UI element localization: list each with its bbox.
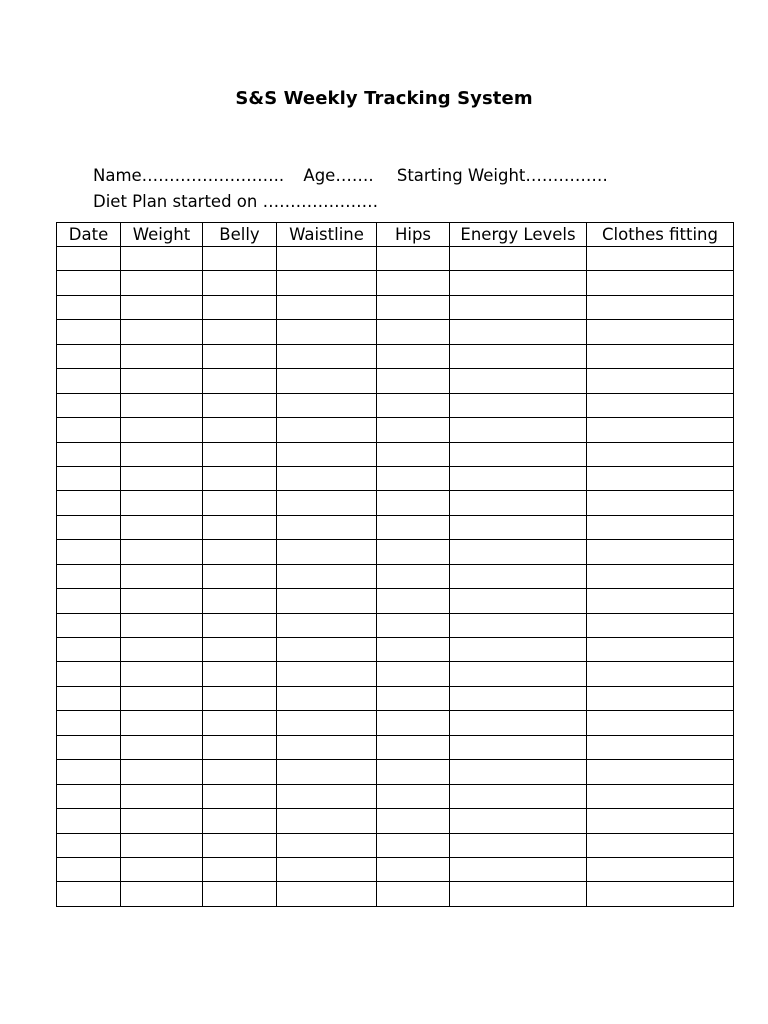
table-cell-clothes-fitting[interactable]	[587, 515, 734, 539]
table-cell-waistline[interactable]	[277, 418, 377, 442]
table-cell-waistline[interactable]	[277, 760, 377, 784]
table-cell-hips[interactable]	[377, 271, 450, 295]
column-header-date: Date	[57, 223, 121, 247]
column-header-energy-levels: Energy Levels	[450, 223, 587, 247]
personal-info-line	[93, 166, 608, 185]
table-cell-belly[interactable]	[203, 882, 277, 906]
table-cell-hips[interactable]	[377, 613, 450, 637]
table-cell-date[interactable]	[57, 662, 121, 686]
table-cell-energy-levels[interactable]	[450, 418, 587, 442]
tracking-table	[56, 222, 734, 907]
table-cell-clothes-fitting[interactable]	[587, 466, 734, 490]
table-row	[57, 784, 734, 808]
table-cell-waistline[interactable]	[277, 344, 377, 368]
table-cell-belly[interactable]	[203, 809, 277, 833]
table-row	[57, 564, 734, 588]
table-row	[57, 442, 734, 466]
table-cell-date[interactable]	[57, 638, 121, 662]
table-cell-energy-levels[interactable]	[450, 369, 587, 393]
table-cell-weight[interactable]	[121, 442, 203, 466]
table-cell-clothes-fitting[interactable]	[587, 662, 734, 686]
table-cell-energy-levels[interactable]	[450, 271, 587, 295]
table-cell-hips[interactable]	[377, 589, 450, 613]
table-cell-weight[interactable]	[121, 638, 203, 662]
table-cell-date[interactable]	[57, 760, 121, 784]
table-cell-weight[interactable]	[121, 784, 203, 808]
table-cell-clothes-fitting[interactable]	[587, 369, 734, 393]
table-cell-date[interactable]	[57, 613, 121, 637]
table-cell-belly[interactable]	[203, 515, 277, 539]
table-cell-weight[interactable]	[121, 515, 203, 539]
table-cell-hips[interactable]	[377, 320, 450, 344]
table-cell-belly[interactable]	[203, 466, 277, 490]
table-cell-energy-levels[interactable]	[450, 638, 587, 662]
table-cell-date[interactable]	[57, 540, 121, 564]
table-cell-clothes-fitting[interactable]	[587, 882, 734, 906]
table-cell-energy-levels[interactable]	[450, 564, 587, 588]
table-cell-weight[interactable]	[121, 491, 203, 515]
table-cell-energy-levels[interactable]	[450, 589, 587, 613]
table-cell-clothes-fitting[interactable]	[587, 686, 734, 710]
table-cell-energy-levels[interactable]	[450, 613, 587, 637]
table-cell-hips[interactable]	[377, 540, 450, 564]
table-cell-clothes-fitting[interactable]	[587, 784, 734, 808]
table-row	[57, 735, 734, 759]
table-cell-energy-levels[interactable]	[450, 247, 587, 271]
table-cell-clothes-fitting[interactable]	[587, 393, 734, 417]
table-cell-energy-levels[interactable]	[450, 466, 587, 490]
table-cell-energy-levels[interactable]	[450, 320, 587, 344]
table-cell-weight[interactable]	[121, 344, 203, 368]
table-cell-waistline[interactable]	[277, 857, 377, 881]
table-cell-date[interactable]	[57, 515, 121, 539]
table-cell-waistline[interactable]	[277, 515, 377, 539]
table-cell-belly[interactable]	[203, 686, 277, 710]
table-row	[57, 882, 734, 906]
table-cell-belly[interactable]	[203, 638, 277, 662]
table-cell-weight[interactable]	[121, 247, 203, 271]
table-cell-date[interactable]	[57, 564, 121, 588]
table-cell-belly[interactable]	[203, 564, 277, 588]
table-cell-energy-levels[interactable]	[450, 784, 587, 808]
table-cell-belly[interactable]	[203, 369, 277, 393]
table-row	[57, 369, 734, 393]
starting-weight-field[interactable]: Starting Weight……………	[396, 166, 608, 185]
table-cell-weight[interactable]	[121, 540, 203, 564]
table-cell-waistline[interactable]	[277, 442, 377, 466]
table-cell-waistline[interactable]	[277, 882, 377, 906]
table-cell-clothes-fitting[interactable]	[587, 809, 734, 833]
table-cell-hips[interactable]	[377, 662, 450, 686]
table-cell-weight[interactable]	[121, 589, 203, 613]
table-cell-weight[interactable]	[121, 662, 203, 686]
table-cell-hips[interactable]	[377, 638, 450, 662]
table-cell-date[interactable]	[57, 784, 121, 808]
table-cell-energy-levels[interactable]	[450, 882, 587, 906]
table-cell-hips[interactable]	[377, 711, 450, 735]
table-cell-date[interactable]	[57, 833, 121, 857]
table-cell-clothes-fitting[interactable]	[587, 344, 734, 368]
table-cell-weight[interactable]	[121, 564, 203, 588]
table-row	[57, 393, 734, 417]
table-cell-date[interactable]	[57, 271, 121, 295]
table-cell-clothes-fitting[interactable]	[587, 442, 734, 466]
table-cell-clothes-fitting[interactable]	[587, 638, 734, 662]
table-row	[57, 491, 734, 515]
table-cell-hips[interactable]	[377, 686, 450, 710]
column-header-clothes-fitting: Clothes fitting	[587, 223, 734, 247]
table-cell-waistline[interactable]	[277, 393, 377, 417]
table-cell-energy-levels[interactable]	[450, 760, 587, 784]
table-cell-weight[interactable]	[121, 760, 203, 784]
table-cell-date[interactable]	[57, 466, 121, 490]
table-cell-belly[interactable]	[203, 271, 277, 295]
table-cell-belly[interactable]	[203, 320, 277, 344]
table-cell-waistline[interactable]	[277, 833, 377, 857]
table-cell-energy-levels[interactable]	[450, 686, 587, 710]
table-cell-energy-levels[interactable]	[450, 515, 587, 539]
table-cell-hips[interactable]	[377, 784, 450, 808]
table-cell-hips[interactable]	[377, 882, 450, 906]
table-cell-clothes-fitting[interactable]	[587, 857, 734, 881]
table-row	[57, 613, 734, 637]
table-cell-weight[interactable]	[121, 369, 203, 393]
table-cell-belly[interactable]	[203, 589, 277, 613]
table-row	[57, 540, 734, 564]
table-cell-clothes-fitting[interactable]	[587, 540, 734, 564]
table-cell-energy-levels[interactable]	[450, 711, 587, 735]
table-cell-belly[interactable]	[203, 393, 277, 417]
table-cell-date[interactable]	[57, 418, 121, 442]
table-cell-hips[interactable]	[377, 466, 450, 490]
table-cell-waistline[interactable]	[277, 638, 377, 662]
table-cell-hips[interactable]	[377, 369, 450, 393]
table-cell-clothes-fitting[interactable]	[587, 833, 734, 857]
table-row	[57, 711, 734, 735]
table-cell-waistline[interactable]	[277, 564, 377, 588]
table-cell-clothes-fitting[interactable]	[587, 295, 734, 319]
table-row	[57, 247, 734, 271]
table-cell-energy-levels[interactable]	[450, 393, 587, 417]
table-cell-date[interactable]	[57, 442, 121, 466]
table-cell-date[interactable]	[57, 393, 121, 417]
table-cell-clothes-fitting[interactable]	[587, 247, 734, 271]
table-cell-date[interactable]	[57, 735, 121, 759]
table-cell-waistline[interactable]	[277, 589, 377, 613]
table-cell-hips[interactable]	[377, 491, 450, 515]
table-cell-waistline[interactable]	[277, 295, 377, 319]
table-cell-hips[interactable]	[377, 735, 450, 759]
table-cell-energy-levels[interactable]	[450, 344, 587, 368]
table-cell-energy-levels[interactable]	[450, 491, 587, 515]
table-row	[57, 809, 734, 833]
table-cell-belly[interactable]	[203, 857, 277, 881]
table-cell-belly[interactable]	[203, 735, 277, 759]
table-cell-weight[interactable]	[121, 833, 203, 857]
table-cell-weight[interactable]	[121, 613, 203, 637]
table-cell-date[interactable]	[57, 809, 121, 833]
table-cell-clothes-fitting[interactable]	[587, 564, 734, 588]
page-title: S&S Weekly Tracking System	[235, 88, 533, 109]
table-cell-clothes-fitting[interactable]	[587, 711, 734, 735]
table-cell-waistline[interactable]	[277, 686, 377, 710]
table-cell-clothes-fitting[interactable]	[587, 589, 734, 613]
table-cell-weight[interactable]	[121, 735, 203, 759]
table-cell-clothes-fitting[interactable]	[587, 760, 734, 784]
table-cell-waistline[interactable]	[277, 320, 377, 344]
table-row	[57, 857, 734, 881]
table-cell-date[interactable]	[57, 295, 121, 319]
table-cell-energy-levels[interactable]	[450, 295, 587, 319]
table-cell-energy-levels[interactable]	[450, 442, 587, 466]
diet-plan-start-field[interactable]: Diet Plan started on …………………	[93, 192, 379, 211]
table-cell-belly[interactable]	[203, 711, 277, 735]
age-field[interactable]: Age…….	[303, 166, 374, 185]
table-cell-hips[interactable]	[377, 760, 450, 784]
table-body	[57, 247, 734, 907]
table-cell-hips[interactable]	[377, 344, 450, 368]
table-cell-clothes-fitting[interactable]	[587, 271, 734, 295]
table-cell-clothes-fitting[interactable]	[587, 735, 734, 759]
table-header-row	[57, 223, 734, 247]
table-row	[57, 589, 734, 613]
table-cell-weight[interactable]	[121, 857, 203, 881]
table-cell-clothes-fitting[interactable]	[587, 320, 734, 344]
table-cell-energy-levels[interactable]	[450, 662, 587, 686]
column-header-waistline: Waistline	[277, 223, 377, 247]
table-cell-clothes-fitting[interactable]	[587, 418, 734, 442]
table-row	[57, 515, 734, 539]
table-row	[57, 320, 734, 344]
table-cell-waistline[interactable]	[277, 466, 377, 490]
table-cell-date[interactable]	[57, 686, 121, 710]
table-cell-waistline[interactable]	[277, 613, 377, 637]
table-cell-belly[interactable]	[203, 784, 277, 808]
table-row	[57, 295, 734, 319]
table-row	[57, 638, 734, 662]
table-row	[57, 760, 734, 784]
table-cell-belly[interactable]	[203, 344, 277, 368]
table-cell-waistline[interactable]	[277, 247, 377, 271]
table-cell-weight[interactable]	[121, 295, 203, 319]
table-cell-energy-levels[interactable]	[450, 540, 587, 564]
table-cell-weight[interactable]	[121, 271, 203, 295]
table-cell-waistline[interactable]	[277, 540, 377, 564]
table-cell-waistline[interactable]	[277, 369, 377, 393]
table-cell-date[interactable]	[57, 320, 121, 344]
table-cell-belly[interactable]	[203, 833, 277, 857]
table-cell-date[interactable]	[57, 344, 121, 368]
table-cell-belly[interactable]	[203, 760, 277, 784]
table-cell-weight[interactable]	[121, 686, 203, 710]
table-cell-belly[interactable]	[203, 540, 277, 564]
table-cell-date[interactable]	[57, 369, 121, 393]
table-cell-belly[interactable]	[203, 662, 277, 686]
table-cell-energy-levels[interactable]	[450, 735, 587, 759]
table-cell-weight[interactable]	[121, 320, 203, 344]
table-cell-clothes-fitting[interactable]	[587, 491, 734, 515]
table-cell-hips[interactable]	[377, 515, 450, 539]
table-cell-date[interactable]	[57, 711, 121, 735]
table-cell-date[interactable]	[57, 491, 121, 515]
table-cell-hips[interactable]	[377, 833, 450, 857]
table-cell-belly[interactable]	[203, 613, 277, 637]
table-cell-energy-levels[interactable]	[450, 833, 587, 857]
table-cell-belly[interactable]	[203, 247, 277, 271]
table-cell-date[interactable]	[57, 857, 121, 881]
table-cell-hips[interactable]	[377, 295, 450, 319]
table-cell-belly[interactable]	[203, 418, 277, 442]
table-row	[57, 466, 734, 490]
table-cell-hips[interactable]	[377, 442, 450, 466]
diet-plan-line	[93, 192, 378, 211]
table-cell-energy-levels[interactable]	[450, 809, 587, 833]
table-cell-date[interactable]	[57, 589, 121, 613]
column-header-weight: Weight	[121, 223, 203, 247]
table-cell-waistline[interactable]	[277, 662, 377, 686]
table-cell-belly[interactable]	[203, 442, 277, 466]
table-cell-waistline[interactable]	[277, 491, 377, 515]
table-cell-hips[interactable]	[377, 247, 450, 271]
table-row	[57, 418, 734, 442]
table-row	[57, 833, 734, 857]
table-cell-waistline[interactable]	[277, 809, 377, 833]
table-cell-waistline[interactable]	[277, 735, 377, 759]
table-row	[57, 662, 734, 686]
table-cell-weight[interactable]	[121, 882, 203, 906]
column-header-hips: Hips	[377, 223, 450, 247]
table-row	[57, 344, 734, 368]
table-cell-clothes-fitting[interactable]	[587, 613, 734, 637]
column-header-belly: Belly	[203, 223, 277, 247]
table-cell-date[interactable]	[57, 882, 121, 906]
table-cell-weight[interactable]	[121, 393, 203, 417]
table-cell-hips[interactable]	[377, 393, 450, 417]
table-cell-weight[interactable]	[121, 466, 203, 490]
table-cell-hips[interactable]	[377, 418, 450, 442]
table-cell-hips[interactable]	[377, 564, 450, 588]
table-cell-energy-levels[interactable]	[450, 857, 587, 881]
table-cell-waistline[interactable]	[277, 711, 377, 735]
table-row	[57, 686, 734, 710]
table-cell-belly[interactable]	[203, 295, 277, 319]
table-cell-belly[interactable]	[203, 491, 277, 515]
table-cell-waistline[interactable]	[277, 784, 377, 808]
table-cell-hips[interactable]	[377, 857, 450, 881]
table-cell-weight[interactable]	[121, 711, 203, 735]
table-cell-weight[interactable]	[121, 418, 203, 442]
table-cell-hips[interactable]	[377, 809, 450, 833]
table-cell-weight[interactable]	[121, 809, 203, 833]
table-cell-waistline[interactable]	[277, 271, 377, 295]
table-cell-date[interactable]	[57, 247, 121, 271]
name-field[interactable]: Name……………………..	[93, 166, 285, 185]
table-row	[57, 271, 734, 295]
